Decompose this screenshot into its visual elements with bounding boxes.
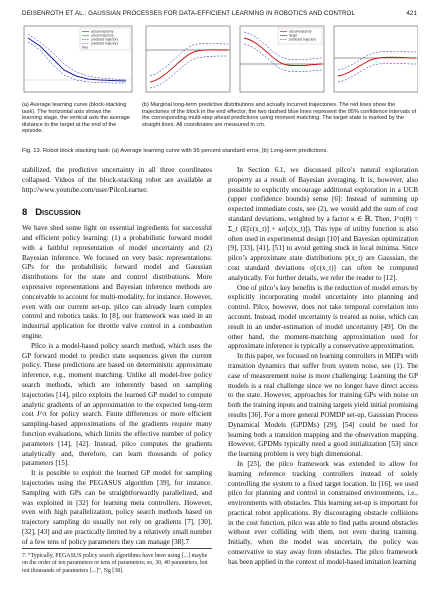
paragraph: In Section 6.1, we discussed pilco’s natural exploration property as a result of Bayesian averaging. It is, however, also possible to explicitly encourage additional exploration in a UCB (upper confidence bounds) sense [6]: Instead of summing up expected immediate costs, see (2), we would add the sum of cost standard deviations, weighted by a factor κ ∈ ℝ. Then, J^π(θ) = Σ_t (E[c(x_t)] + κσ[c(x_t)]). This type of utility function is also often used in experimental design [10] and Bayesian optimization [9], [33], [41], [51] to avoid getting stuck in local minima. Since pilco’s approximate state distributions p(x_t) are Gaussian, the cost standard deviations σ[c(x_t)] can often be computed analytically. For further details, we refer the reader to [12].	[228, 166, 418, 282]
legend-b-item: target	[289, 33, 298, 38]
paragraph: stabilized, the predictive uncertainty in all three coordinates collapsed. Videos of the block-stacking robot are available at http://www.youtube.com/user/PilcoLearner.	[22, 166, 212, 194]
legend-b-item: predicted trajectory	[289, 37, 317, 42]
paragraph: It is possible to exploit the learned GP model for sampling trajectories using the PEGASUS algorithm [39], for instance. Sampling with GPs can be straightforwardly parallelized, and was exploited in [32] for learning meta controllers. However, even with high parallelization, policy search methods based on trajectory sampling do usually not rely on gradients [7], [30], [32], [43] and are practically limited by a relatively small number of a few tens of policy parameters they can manage [38].7	[22, 469, 212, 546]
legend-a-item: predicted trajectory	[91, 37, 119, 42]
figure-caption: Fig. 13. Robot block stacking task: (a) Average learning curve with 95 percent standard error, (b) Long-term predictions.	[22, 148, 328, 154]
paragraph: We have shed some light on essential ingredients for successful and efficient policy learning: (1) a probabilistic forward model with a faithful representation of model uncertainty and (2) Bayesian inference. We focused on very basic representations: GPs for the probabilistic forward model and Gaussian distributions for the state and control distributions. More expressive representations and Bayesian inference methods are conceivable to account for multi-modality, for instance. However, even with our current set-up, pilco can already learn complex control and robotics tasks. In [8], our framework was used in an industrial application for throttle valve control in a combustion engine.	[22, 224, 212, 340]
legend-a-item: actual trajectory	[91, 29, 114, 34]
panel-a-legend	[80, 28, 130, 50]
running-title: DEISENROTH ET AL.: GAUSSIAN PROCESSES FOR DATA-EFFICIENT LEARNING IN ROBOTICS AND CONTROL	[22, 10, 355, 17]
right-column	[228, 166, 418, 568]
footnote: 7. “Typically, PEGASUS policy search algorithms have been using [...] maybe on the order of ten parameters or tens of parameters; so, 30, 40 parameters, but not thousands of parameters [...]”, Ng [38].	[22, 548, 212, 575]
section-heading	[22, 208, 212, 218]
left-column	[22, 166, 212, 547]
running-head	[22, 10, 417, 17]
subplot-z	[334, 26, 418, 92]
page-number: 421	[406, 10, 417, 17]
section-number: 8	[22, 207, 28, 219]
legend-a-item: predicted trajectory	[91, 41, 119, 46]
paragraph: Pilco is a model-based policy search method, which uses the GP forward model to predict state sequences given the current policy. These predictions are based on deterministic approximate inference, e.g., moment matching. Unlike all model-free policy search methods, which are inherently based on sampling trajectories [14], pilco exploits the learned GP model to compute analytic gradients of an approximation to the expected long-term cost J^π for policy search. Finite differences or more efficient sampling-based approximations of the gradients require many function evaluations, which limits the effective number of policy parameters [14], [42]. Instead, pilco computes the gradients analytically and, therefore, can learn thousands of policy parameters [15].	[22, 341, 212, 468]
figure-subcaption-b: (b) Marginal long-term predictive distributions and actually incurred trajectories. The red lines show the trajectories of the block in the end effector, the two dashed blue lines represent the 95% confidence intervals of the corresponding multi-step ahead predictions using moment matching. The target state is marked by the straight lines. All coordinates are measured in cm.	[142, 102, 417, 128]
legend-b-item: actual trajectory	[289, 29, 312, 34]
panel-a-plot	[24, 26, 132, 92]
paragraph: In this paper, we focused on learning controllers in MDPs with transition dynamics that suffer from system noise, see (1). The case of measurement noise is more challenging: Learning the GP models is a real challenge since we no longer have direct access to the state. However, approaches for training GPs with noise on both the training inputs and training targets yield initial promising results [36]. For a more general POMDP set-up, Gaussian Process Dynamical Models (GPDMs) [29], [54] could be used for learning both a transition mapping and the observation mapping. However, GPDMs typically need a good initialization [53] since the learning problem is very high dimensional.	[228, 352, 418, 459]
figure-plots	[22, 24, 418, 98]
legend-a-item: time	[82, 45, 89, 50]
section-title: Discussion	[35, 207, 81, 219]
panel-b-plot	[146, 26, 418, 92]
subplot-y	[240, 26, 324, 92]
figure-subcaption-a: (a) Average learning curve (block-stacking task). The horizontal axis shows the learning stage, the vertical axis the average distance to the target at the end of the episode.	[22, 102, 130, 135]
panel-b-legend	[278, 28, 322, 44]
legend-a-item: actual trajectory	[91, 33, 114, 38]
paragraph: In [25], the pilco framework was extended to allow for learning reference tracking controllers instead of solely controlling the system to a fixed target location. In [16], we used pilco for planning and control in constrained environments, i.e., environments with obstacles. This learning set-up is important for practical robot applications. By discouraging obstacle collisions in the cost function, pilco was able to find paths around obstacles without ever colliding with them, not even during training. Initially, when the model was uncertain, the policy was conservative to stay away from obstacles. The pilco framework has been applied in the context of model-based imitation learning	[228, 459, 418, 566]
subplot-x	[146, 26, 230, 92]
paragraph: One of pilco’s key benefits is the reduction of model errors by explicitly incorporating model uncertainty into planning and control. Pilco, however, does not take temporal correlation into account. Instead, model uncertainty is treated as noise, which can result in an under-estimation of model uncertainty [49]. On the other hand, the moment-matching approximation used for approximate inference is typically a conservative approximation.	[228, 283, 418, 351]
